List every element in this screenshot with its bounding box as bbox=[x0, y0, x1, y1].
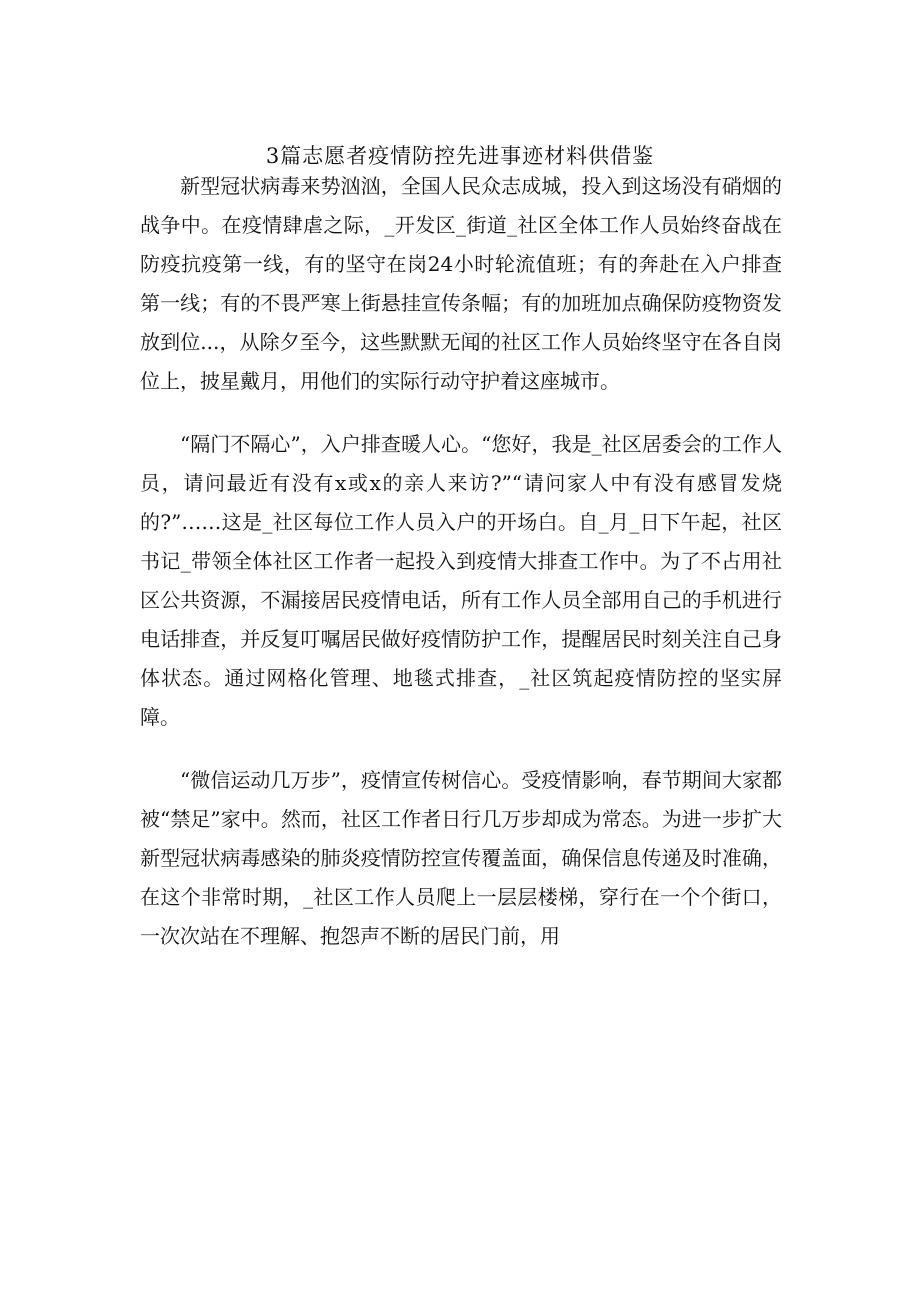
paragraph-publicity: “微信运动几万步”，疫情宣传树信心。受疫情影响，春节期间大家都被“禁足”家中。然而，社区工作者日行几万步却成为常态。为进一步扩大新型冠状病毒感染的肺炎疫情防控宣传覆盖面，确保信息传递及时准确，在这个非常时期，_社区工作人员爬上一层层楼梯，穿行在一个个街口，一次次站在不理解、抱怨声不断的居民门前，用 bbox=[140, 768, 782, 948]
document-title: 3篇志愿者疫情防控先进事迹材料供借鉴 bbox=[265, 144, 655, 168]
paragraph-door-to-door: “隔门不隔心”，入户排查暖人心。“您好，我是_社区居委会的工作人员，请问最近有没有x或x的亲人来访?”“请问家人中有没有感冒发烧的?”……这是_社区每位工作人员入户的开场白。自_月_日下午起，社区书记_带领全体社区工作者一起投入到疫情大排查工作中。为了不占用社区公共资源，不漏接居民疫情电话，所有工作人员全部用自己的手机进行电话排查，并反复叮嘱居民做好疫情防护工作，提醒居民时刻关注自己身体状态。通过网格化管理、地毯式排查，_社区筑起疫情防控的坚实屏障。 bbox=[140, 432, 782, 729]
paragraph-intro: 新型冠状病毒来势汹汹，全国人民众志成城，投入到这场没有硝烟的战争中。在疫情肆虐之际，_开发区_街道_社区全体工作人员始终奋战在防疫抗疫第一线，有的坚守在岗24小时轮流值班；有的奔赴在入户排查第一线；有的不畏严寒上街悬挂宣传条幅；有的加班加点确保防疫物资发放到位...，从除夕至今，这些默默无闻的社区工作人员始终坚守在各自岗位上，披星戴月，用他们的实际行动守护着这座城市。 bbox=[140, 174, 782, 393]
document-body bbox=[140, 167, 782, 980]
